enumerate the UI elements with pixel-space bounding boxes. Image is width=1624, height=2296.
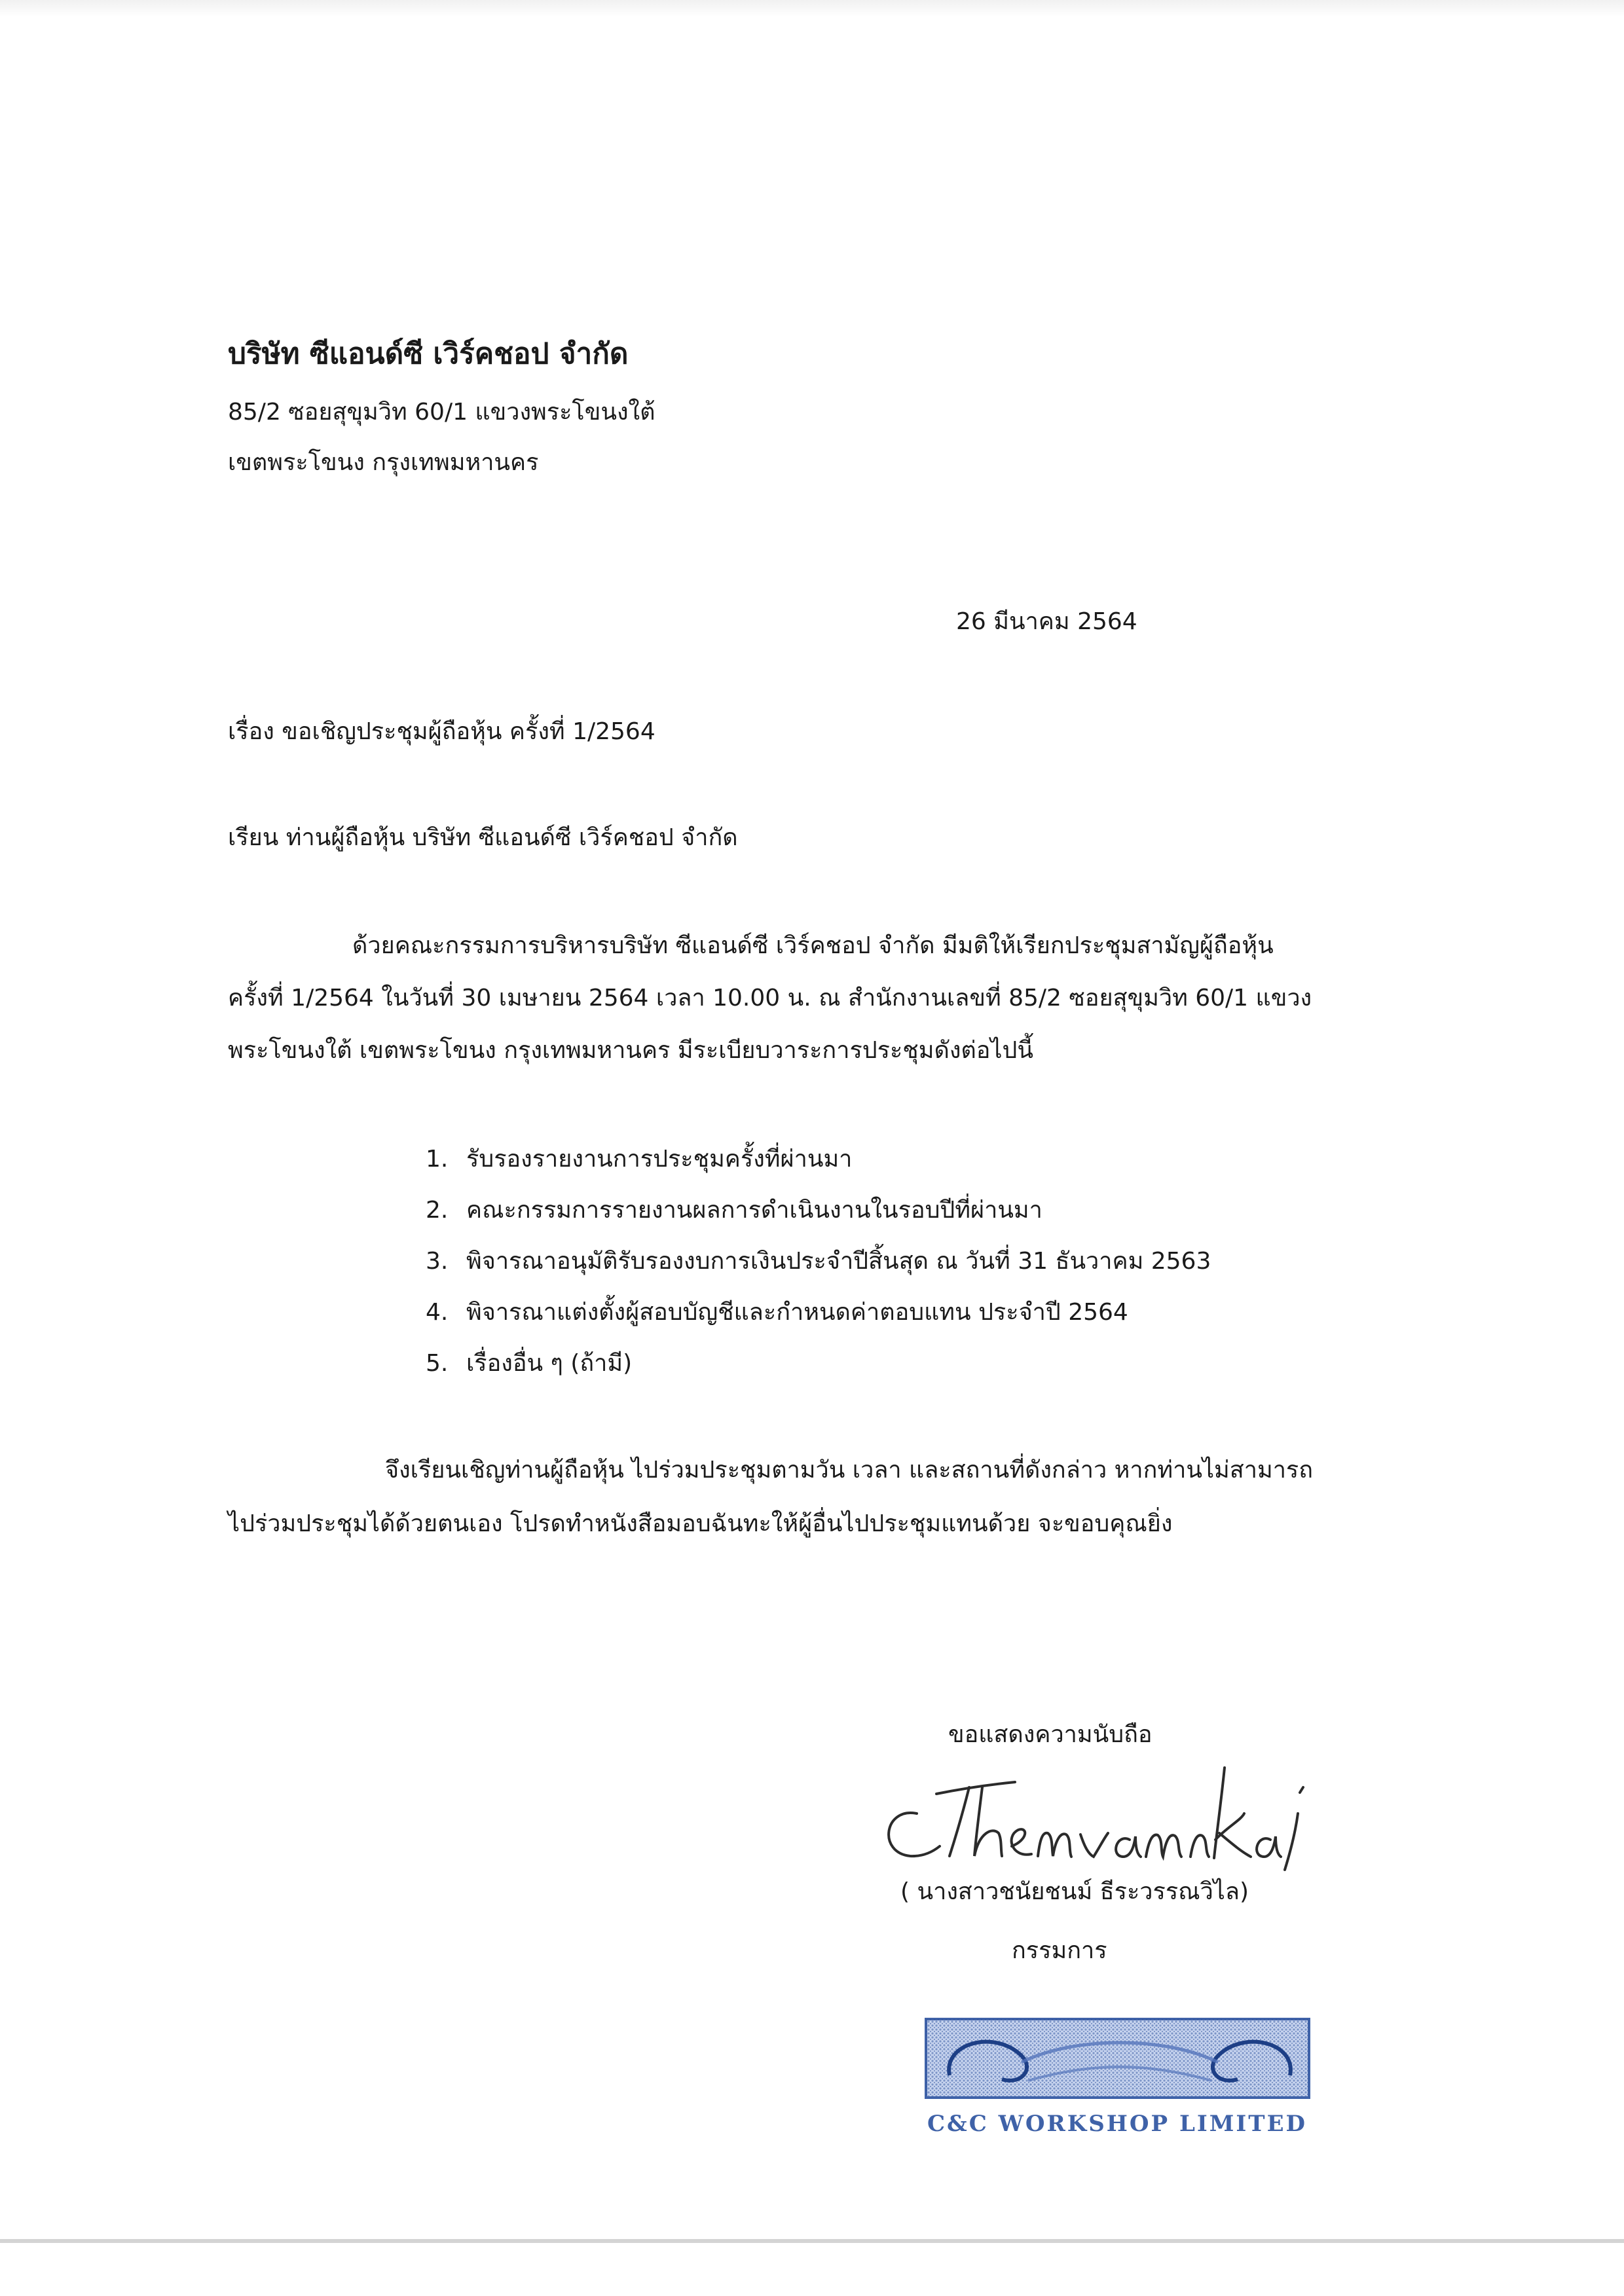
letter-date: 26 มีนาคม 2564: [956, 608, 1137, 635]
address-line-2: เขตพระโขนง กรุงเทพมหานคร: [228, 449, 539, 476]
agenda-item: [426, 1236, 1211, 1287]
body-paragraph-2: [228, 1444, 1313, 1551]
paragraph-line: ไปร่วมประชุมได้ด้วยตนเอง โปรดทำหนังสือมอบฉันทะให้ผู้อื่นไปประชุมแทนด้วย จะขอบคุณยิ่ง: [228, 1510, 1173, 1537]
agenda-text: พิจารณาอนุมัติรับรองงบการเงินประจำปีสิ้นสุด ณ วันที่ 31 ธันวาคม 2563: [466, 1248, 1211, 1275]
agenda-number: 4.: [426, 1299, 449, 1326]
agenda-text: คณะกรรมการรายงานผลการดำเนินงานในรอบปีที่ผ่านมา: [466, 1197, 1043, 1224]
paragraph-line: จึงเรียนเชิญท่านผู้ถือหุ้น ไปร่วมประชุมตามวัน เวลา และสถานที่ดังกล่าว หากท่านไม่สามารถ: [385, 1457, 1314, 1484]
svg-text:C&C WORKSHOP LIMITED: C&C WORKSHOP LIMITED: [927, 2111, 1308, 2137]
agenda-item: [426, 1287, 1211, 1338]
agenda-item: [426, 1134, 1211, 1185]
agenda-number: 1.: [426, 1146, 449, 1173]
agenda-item: [426, 1185, 1211, 1236]
agenda-number: 2.: [426, 1197, 449, 1224]
agenda-number: 5.: [426, 1350, 449, 1377]
letter-salutation: เรียน ท่านผู้ถือหุ้น บริษัท ซีแอนด์ซี เวิร์คชอป จำกัด: [228, 824, 738, 851]
handwritten-signature: [871, 1741, 1329, 1872]
agenda-text: รับรองรายงานการประชุมครั้งที่ผ่านมา: [466, 1146, 853, 1173]
agenda-text: พิจารณาแต่งตั้งผู้สอบบัญชีและกำหนดค่าตอบแทน ประจำปี 2564: [466, 1299, 1128, 1326]
signer-name: ( นางสาวชนัยชนม์ ธีระวรรณวิไล): [900, 1878, 1249, 1905]
signer-title: กรรมการ: [1012, 1937, 1107, 1964]
paragraph-line: ด้วยคณะกรรมการบริหารบริษัท ซีแอนด์ซี เวิร์คชอป จำกัด มีมติให้เรียกประชุมสามัญผู้ถือหุ้น: [352, 932, 1274, 959]
body-paragraph-1: [228, 920, 1380, 1077]
agenda-item: [426, 1338, 1211, 1389]
agenda-list: [426, 1134, 1211, 1389]
company-seal-stamp: [923, 2016, 1316, 2141]
address-line-1: 85/2 ซอยสุขุมวิท 60/1 แขวงพระโขนงใต้: [228, 399, 655, 426]
scan-edge-top: [0, 0, 1624, 17]
agenda-number: 3.: [426, 1248, 449, 1275]
paragraph-line: พระโขนงใต้ เขตพระโขนง กรุงเทพมหานคร มีระเบียบวาระการประชุมดังต่อไปนี้: [228, 1037, 1033, 1064]
closing-phrase: ขอแสดงความนับถือ: [948, 1721, 1153, 1748]
scan-edge-bottom: [0, 2239, 1624, 2243]
paragraph-line: ครั้งที่ 1/2564 ในวันที่ 30 เมษายน 2564 เวลา 10.00 น. ณ สำนักงานเลขที่ 85/2 ซอยสุขุมวิท 60/1 แขวง: [228, 985, 1312, 1011]
agenda-text: เรื่องอื่น ๆ (ถ้ามี): [466, 1350, 633, 1377]
company-name: บริษัท ซีแอนด์ซี เวิร์คชอป จำกัด: [228, 337, 629, 371]
letter-subject: เรื่อง ขอเชิญประชุมผู้ถือหุ้น ครั้งที่ 1/2564: [228, 718, 655, 745]
